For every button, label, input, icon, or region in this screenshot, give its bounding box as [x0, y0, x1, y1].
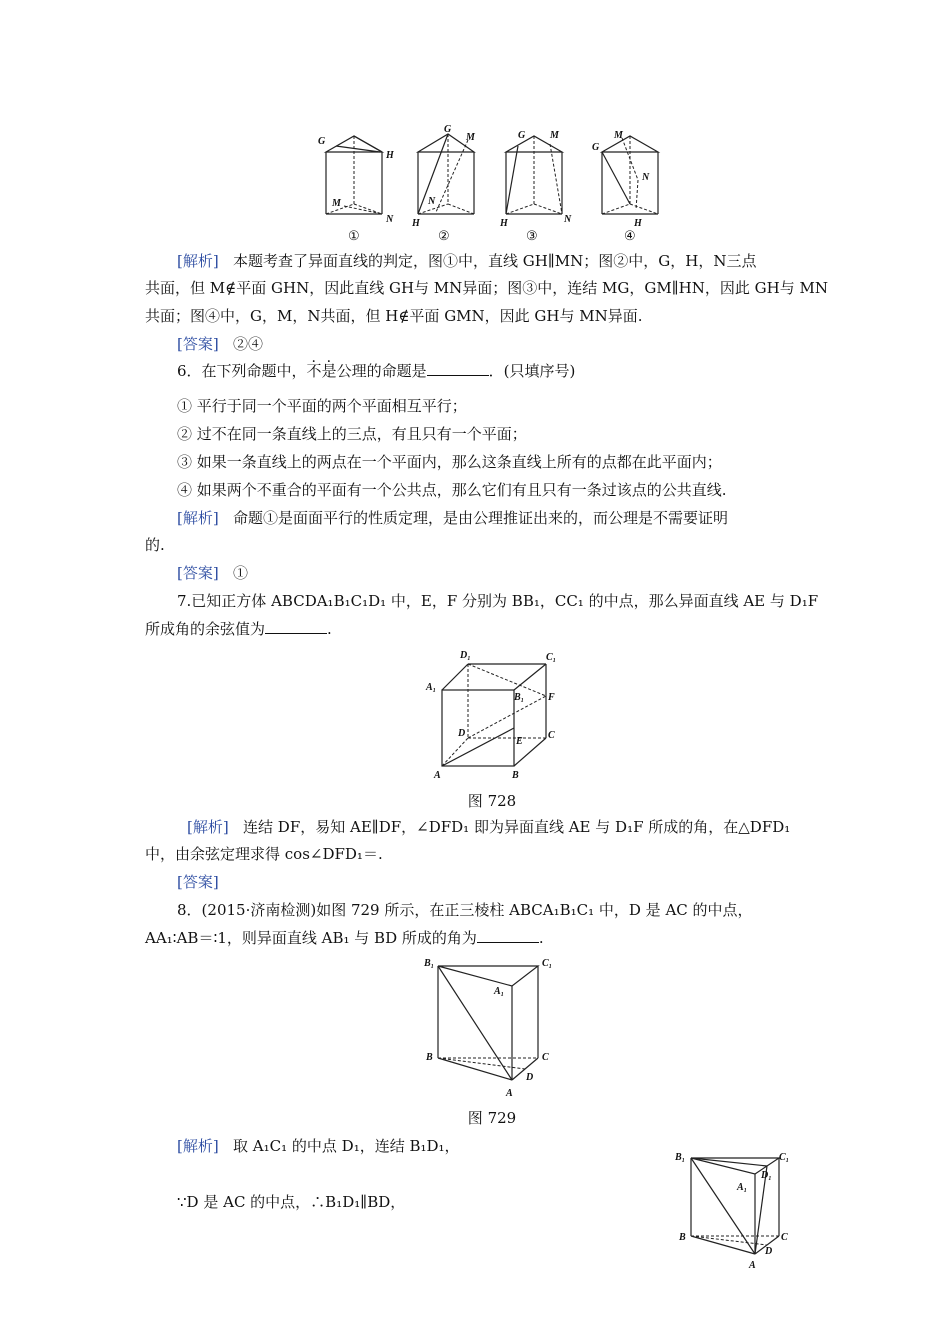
- label-n3: N: [564, 214, 572, 225]
- q5-analysis-line-1: [177, 250, 847, 272]
- label-f: F: [548, 692, 555, 703]
- q7-stem-line-2: [145, 618, 815, 640]
- q6-analysis-line-2: 的.: [145, 536, 165, 554]
- label-c1: C₁: [542, 958, 553, 969]
- q7-stem-line-1: 7.已知正方体 ABCDA₁B₁C₁D₁ 中，E，F 分别为 BB₁，CC₁ 的中点，那么异面直线 AE 与 D₁F: [177, 592, 819, 610]
- label-h3: H: [500, 218, 508, 229]
- q8-analysis-line-2: ∵D 是 AC 的中点，∴B₁D₁∥BD，: [177, 1193, 406, 1211]
- q6-blank[interactable]: [427, 361, 489, 376]
- label-b: B: [512, 770, 519, 781]
- label-d: D: [526, 1072, 534, 1083]
- prism-figure-1: [318, 136, 395, 243]
- q6-analysis-tag: [解析]: [177, 509, 219, 527]
- q6-option-3: ③ 如果一条直线上的两点在一个平面内，那么这条直线上所有的点都在此平面内；: [177, 453, 722, 471]
- label-b1: B₁: [514, 692, 525, 703]
- q8-stem-line-2: [145, 927, 815, 949]
- q7-stem-l2a: 所成角的余弦值为: [145, 620, 266, 638]
- side-label-c: C: [781, 1232, 788, 1243]
- label-h1: H: [386, 150, 394, 161]
- q6-stem-d: ．(只填序号): [488, 362, 576, 380]
- label-b: B: [426, 1052, 433, 1063]
- side-label-b: B: [679, 1232, 686, 1243]
- label-h4: H: [634, 218, 642, 229]
- q6-stem-c: 公理的命题是: [336, 362, 427, 380]
- q8-analysis-tag: [解析]: [177, 1137, 219, 1155]
- label-g2: G: [444, 124, 452, 135]
- caption-1: ①: [348, 228, 360, 243]
- label-g3: G: [518, 130, 526, 141]
- q5-analysis-line-3: 共面；图④中，G，M，N共面，但 H∉平面 GMN，因此 GH与 MN异面.: [145, 307, 643, 325]
- prism-figure-4: [592, 130, 658, 243]
- q7-stem-l2b: .: [327, 620, 332, 638]
- cube-figure: [420, 644, 570, 784]
- label-g1: G: [318, 136, 326, 147]
- q7-analysis-line-2: 中，由余弦定理求得 cos∠DFD₁＝.: [145, 845, 383, 863]
- q6-analysis-text-1: 命题①是面面平行的性质定理，是由公理推证出来的，而公理是不需要证明: [233, 509, 729, 527]
- q6-stem-emph-2: 是: [321, 362, 337, 380]
- q5-answer-tag: [答案]: [177, 335, 219, 353]
- q6-option-1: ① 平行于同一个平面的两个平面相互平行；: [177, 397, 467, 415]
- q5-analysis-line-2: 共面，但 M∉平面 GHN，因此直线 GH与 MN异面；图③中，连结 MG，GM∥HN，因此 GH与 MN: [145, 279, 828, 297]
- q6-stem: [177, 360, 847, 382]
- q6-answer: ①: [233, 564, 249, 582]
- q6-answer-line: [177, 562, 847, 584]
- q7-answer-tag: [答案]: [177, 873, 219, 891]
- label-a1: A₁: [494, 986, 505, 997]
- label-n2: N: [428, 196, 436, 207]
- label-m2: M: [466, 132, 475, 143]
- side-label-c1: C₁: [779, 1152, 790, 1163]
- q8-stem-l2a: AA₁∶AB＝∶1，则异面直线 AB₁ 与 BD 所成的角为: [145, 929, 477, 947]
- q6-stem-emph-1: 不: [306, 362, 322, 380]
- label-n4: N: [642, 172, 650, 183]
- side-label-d: D: [765, 1246, 773, 1257]
- q8-stem-l2b: .: [538, 929, 544, 947]
- label-n1: N: [386, 214, 394, 225]
- side-label-b1: B₁: [675, 1152, 686, 1163]
- q5-answer-line: [177, 333, 847, 355]
- label-d1: D₁: [460, 650, 471, 661]
- q6-option-2: ② 过不在同一条直线上的三点，有且只有一个平面；: [177, 425, 527, 443]
- label-m3: M: [550, 130, 559, 141]
- side-label-d1: D₁: [761, 1170, 772, 1181]
- prism-figure-2: [411, 124, 476, 243]
- label-g4: G: [592, 142, 600, 153]
- q6-analysis-line-1: [177, 507, 847, 529]
- q6-stem-a: 6．在下列命题中，: [177, 362, 307, 380]
- q6-option-4: ④ 如果两个不重合的平面有一个公共点，那么它们有且只有一条过该点的公共直线.: [177, 481, 727, 499]
- label-h2: H: [412, 218, 420, 229]
- label-c: C: [542, 1052, 549, 1063]
- label-m4: M: [614, 130, 623, 141]
- q8-analysis-text-1: 取 A₁C₁ 的中点 D₁，连结 B₁D₁，: [233, 1137, 460, 1155]
- caption-2: ②: [438, 228, 450, 243]
- prism-figure-3: [499, 130, 572, 243]
- label-a1: A₁: [426, 682, 437, 693]
- caption-4: ④: [624, 228, 636, 243]
- q7-analysis-text-1: 连结 DF，易知 AE∥DF，∠DFD₁ 即为异面直线 AE 与 D₁F 所成的角，在△DFD₁: [243, 818, 791, 836]
- prisms-figure: [318, 124, 674, 246]
- label-c: C: [548, 730, 555, 741]
- side-label-a: A: [749, 1260, 756, 1271]
- q7-blank[interactable]: [265, 619, 327, 634]
- label-m1: M: [332, 198, 341, 209]
- q5-answer: ②④: [233, 335, 264, 353]
- q7-analysis-tag: [解析]: [187, 818, 229, 836]
- label-a: A: [506, 1088, 513, 1099]
- q5-analysis-tag: [解析]: [177, 252, 219, 270]
- label-c1: C₁: [546, 652, 557, 663]
- caption-3: ③: [526, 228, 538, 243]
- label-d: D: [458, 728, 466, 739]
- side-label-a1: A₁: [737, 1182, 748, 1193]
- q6-answer-tag: [答案]: [177, 564, 219, 582]
- side-prism-figure: [675, 1146, 805, 1276]
- figure-728-caption: 图 728: [467, 792, 517, 810]
- q8-stem-line-1: 8．(2015·济南检测)如图 729 所示，在正三棱柱 ABCA₁B₁C₁ 中，D 是 AC 的中点，: [177, 901, 753, 919]
- label-e: E: [516, 736, 523, 747]
- prism-729-figure: [420, 954, 570, 1104]
- label-b1: B₁: [424, 958, 435, 969]
- q7-answer-line: [177, 871, 847, 893]
- q7-analysis-line-1: [187, 816, 857, 838]
- figure-729-caption: 图 729: [467, 1109, 517, 1127]
- q8-blank[interactable]: [477, 928, 539, 943]
- q5-analysis-text-1: 本题考查了异面直线的判定，图①中，直线 GH∥MN；图②中，G，H，N三点: [233, 252, 757, 270]
- label-a: A: [434, 770, 441, 781]
